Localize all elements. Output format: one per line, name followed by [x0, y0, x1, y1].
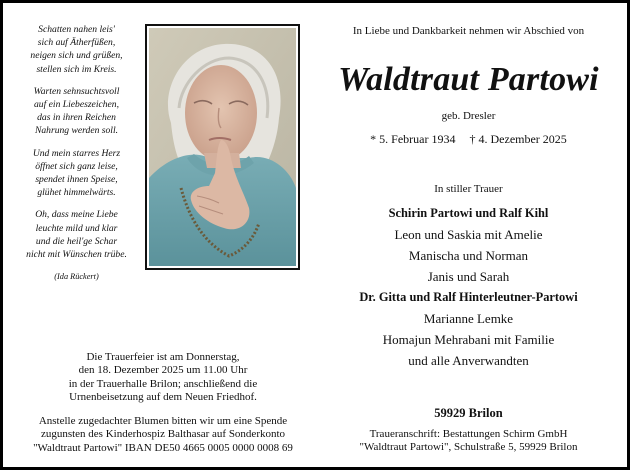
poem-line: Und mein starres Herz [32, 147, 121, 159]
poem-line: Oh, dass meine Liebe [35, 209, 118, 221]
obituary-card [3, 3, 627, 467]
mourner-line: Janis und Sarah [427, 269, 510, 284]
donation-info [3, 415, 323, 455]
poem-stanza-3 [3, 147, 150, 200]
poem-line: auf ein Liebeszeichen, [34, 99, 119, 111]
poem-line: das in ihren Reichen [37, 112, 116, 124]
poem-stanza-2 [3, 85, 150, 138]
address-line: Traueranschrift: Bestattungen Schirm GmbH [369, 428, 568, 440]
mourner-line: und alle Anverwandten [408, 353, 529, 368]
mourning-address [310, 428, 627, 455]
poem-line: neigen sich und grüßen, [30, 50, 123, 62]
poem-author: (Ida Rückert) [54, 272, 99, 282]
donation-line: zugunsten des Kinderhospiz Balthasar auf Sonderkonto [40, 428, 286, 441]
mourner-line: Dr. Gitta und Ralf Hinterleutner-Partowi [359, 290, 578, 304]
donation-line: Anstelle zugedachter Blumen bitten wir um eine Spende [38, 415, 288, 427]
poem-line: und die heil'ge Schar [35, 235, 118, 247]
ceremony-line: Die Trauerfeier ist am Donnerstag, [86, 351, 240, 363]
ceremony-line: in der Trauerhalle Brilon; anschließend die [68, 377, 258, 390]
poem [3, 23, 150, 283]
maiden-name: geb. Dresler [441, 110, 496, 122]
mourner-line: Marianne Lemke [423, 311, 514, 326]
mourning-heading: In stiller Trauer [434, 183, 503, 195]
mourners-list [310, 203, 627, 371]
poem-line: öffnet sich ganz leise, [35, 160, 118, 172]
mourner-line: Leon und Saskia mit Amelie [394, 227, 543, 242]
death-date: † 4. Dezember 2025 [469, 132, 567, 146]
portrait-image-icon [149, 28, 296, 266]
intro-text: In Liebe und Dankbarkeit nehmen wir Abschied von [352, 25, 585, 37]
poem-line: Schatten nahen leis' [38, 24, 115, 35]
poem-line: stellen sich im Kreis. [36, 63, 117, 75]
ceremony-info [3, 351, 323, 405]
city: 59929 Brilon [434, 406, 503, 420]
poem-line: nicht mit Wünschen trübe. [26, 249, 127, 261]
mourner-line: Schirin Partowi und Ralf Kihl [388, 206, 549, 220]
mourner-line: Homajun Mehrabani mit Familie [382, 332, 555, 347]
poem-line: spendet ihnen Speise, [35, 174, 118, 186]
portrait-frame [145, 24, 300, 270]
deceased-name: Waldtraut Partowi [338, 61, 599, 98]
address-line: "Waldtraut Partowi", Schulstraße 5, 59929 Brilon [359, 441, 578, 454]
poem-line: Warten sehnsuchtsvoll [33, 85, 120, 97]
poem-stanza-1 [3, 23, 150, 76]
poem-line: leuchte mild und klar [35, 222, 118, 234]
mourner-line: Manischa und Norman [408, 248, 529, 263]
poem-stanza-4 [3, 208, 150, 261]
ceremony-line: Urnenbeisetzung auf dem Neuen Friedhof. [69, 391, 257, 404]
poem-line: glühet himmelwärts. [37, 187, 116, 199]
life-dates [310, 132, 627, 147]
portrait-photo [149, 28, 296, 266]
poem-line: Nahrung werden soll. [34, 125, 119, 137]
birth-date: * 5. Februar 1934 [370, 132, 456, 146]
ceremony-line: den 18. Dezember 2025 um 11.00 Uhr [78, 364, 248, 377]
poem-line: sich auf Ätherfüßen, [37, 37, 116, 49]
donation-line: "Waldtraut Partowi" IBAN DE50 4665 0005 0000 0008 69 [33, 441, 293, 454]
